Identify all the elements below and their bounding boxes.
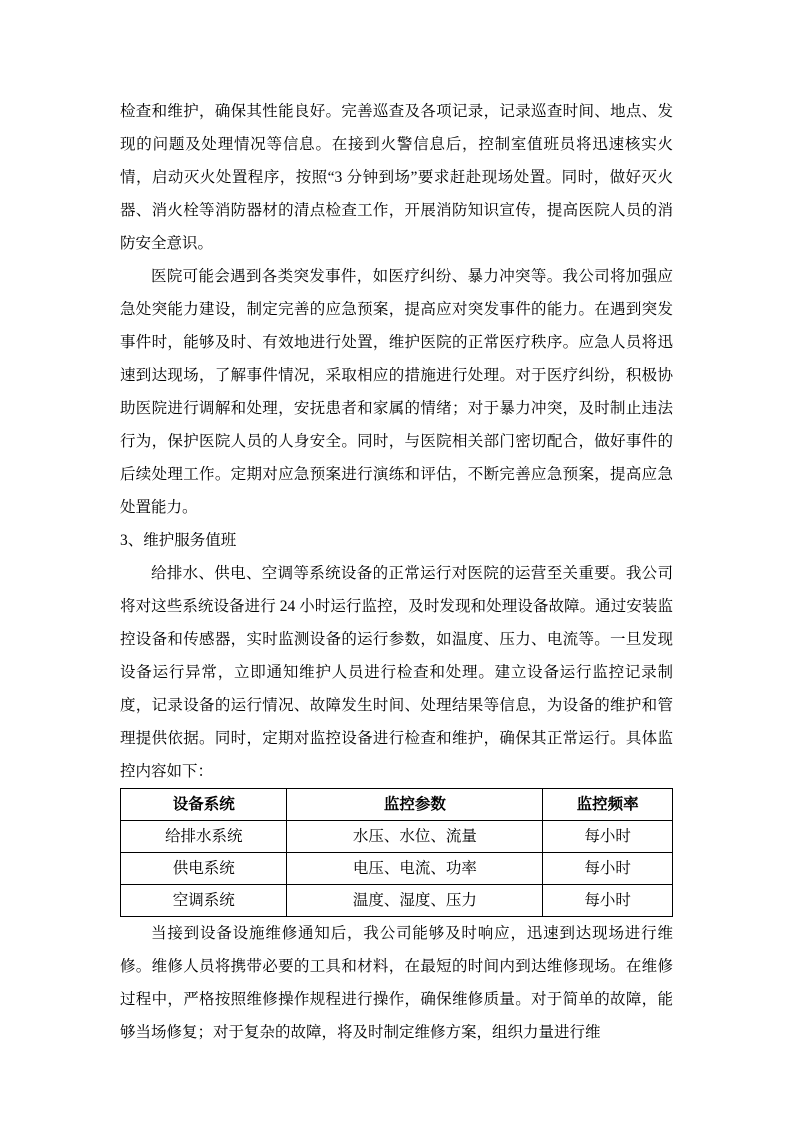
paragraph-emergency-response: 医院可能会遇到各类突发事件，如医疗纠纷、暴力冲突等。我公司将加强应急处突能力建设，制定完善的应急预案，提高应对突发事件的能力。在遇到突发事件时，能够及时、有效地进行处置，维护医院的正常医疗秩序。应急人员将迅速到达现场，了解事件情况，采取相应的措施进行处理。对于医疗纠纷，积极协助医院进行调解和处理，安抚患者和家属的情绪；对于暴力冲突，及时制止违法行为，保护医院人员的人身安全。同时，与医院相关部门密切配合，做好事件的后续处理工作。定期对应急预案进行演练和评估，不断完善应急预案，提高应急处置能力。 — [120, 268, 673, 516]
table-row — [121, 885, 673, 917]
table-row — [121, 853, 673, 885]
paragraph-fire-inspection: 检查和维护，确保其性能良好。完善巡查及各项记录，记录巡查时间、地点、发现的问题及处理情况等信息。在接到火警信息后，控制室值班员将迅速核实火情，启动灭火处置程序，按照“3 分钟到场”要求赶赴现场处置。同时，做好灭火器、消火栓等消防器材的清点检查工作，开展消防知识宣传，提高医院人员的消防安全意识。 — [120, 103, 673, 252]
table-header-system: 设备系统 — [121, 789, 287, 821]
table-cell-params: 水压、水位、流量 — [287, 821, 543, 853]
table-header-row — [121, 789, 673, 821]
table-header-params: 监控参数 — [287, 789, 543, 821]
table-cell-frequency: 每小时 — [543, 853, 673, 885]
paragraph-equipment-monitoring: 给排水、供电、空调等系统设备的正常运行对医院的运营至关重要。我公司将对这些系统设备进行 24 小时运行监控，及时发现和处理设备故障。通过安装监控设备和传感器，实时监测设备的运行参数，如温度、压力、电流等。一旦发现设备运行异常，立即通知维护人员进行检查和处理。建立设备运行监控记录制度，记录设备的运行情况、故障发生时间、处理结果等信息，为设备的维护和管理提供依据。同时，定期对监控设备进行检查和维护，确保其正常运行。具体监控内容如下： — [120, 565, 673, 780]
table-cell-system: 空调系统 — [121, 885, 287, 917]
table-cell-system: 供电系统 — [121, 853, 287, 885]
table-cell-system: 给排水系统 — [121, 821, 287, 853]
section-heading-maintenance-duty: 3、维护服务值班 — [120, 532, 237, 549]
table-row — [121, 821, 673, 853]
table-header-frequency: 监控频率 — [543, 789, 673, 821]
table-cell-params: 温度、湿度、压力 — [287, 885, 543, 917]
paragraph-repair-response: 当接到设备设施维修通知后，我公司能够及时响应，迅速到达现场进行维修。维修人员将携带必要的工具和材料，在最短的时间内到达维修现场。在维修过程中，严格按照维修操作规程进行操作，确保维修质量。对于简单的故障，能够当场修复；对于复杂的故障，将及时制定维修方案，组织力量进行维 — [120, 925, 673, 1041]
table-cell-params: 电压、电流、功率 — [287, 853, 543, 885]
table-cell-frequency: 每小时 — [543, 821, 673, 853]
monitoring-table — [120, 788, 673, 917]
table-cell-frequency: 每小时 — [543, 885, 673, 917]
